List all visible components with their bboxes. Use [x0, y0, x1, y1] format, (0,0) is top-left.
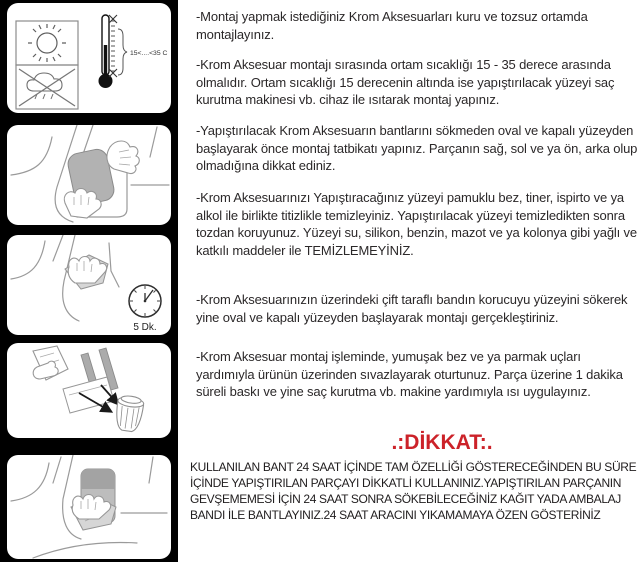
clock-icon: [129, 285, 161, 317]
instruction-paragraph-dry-environment: -Montaj yapmak istediğiniz Krom Aksesuarları kuru ve tozsuz ortamda montajlayınız.: [196, 9, 588, 42]
sun-icon: [28, 24, 66, 62]
illustration-column: [0, 0, 178, 562]
instruction-paragraph-cleaning: -Krom Aksesuarınızı Yapıştıracağınız yüzeyi pamuklu bez, tiner, ispirto ve ya alkol ile birlikte titizlikle temizleyiniz. Yapıştırılacak yüzeyi temizledikten sonra tozdan koruyunuz. Yüzeyi su, silikon, benzin, mazot ve ya kolonya gibi yağlı ve katkılı maddeler ile TEMİZLEMEYİNİZ.: [196, 190, 637, 258]
panel-tape-removal: [7, 343, 171, 438]
temperature-range-label: 15<....<35 C: [130, 50, 168, 57]
tape-removal-illustration: [7, 343, 171, 438]
panel-environment-conditions: [7, 3, 171, 113]
part-backing-plate: [63, 377, 114, 413]
warning-title: .:DİKKAT:.: [391, 431, 493, 454]
hand-icon-top: [107, 141, 139, 173]
instruction-paragraph-dry-fit: -Yapıştırılacak Krom Aksesuarın bantlarını sökmeden oval ve kapalı yüzeyden başlayarak önce montaj tatbikatı yapınız. Parçanın sağ, sol ve ya ön, arka olup olmadığına dikkat ediniz.: [196, 123, 638, 173]
trash-bin-icon: [114, 394, 145, 432]
no-rain-icon: [19, 69, 75, 106]
instruction-paragraph-tape-removal: -Krom Aksesuarınızın üzerindeki çift taraflı bandın korucuyu yüzeyini sökerek yine oval ve kapalı yüzeyden başlayarak montajı gerçekleştiriniz.: [196, 292, 628, 325]
surface-cleaning-illustration: [7, 235, 171, 335]
dry-fit-illustration: [7, 125, 171, 225]
panel-surface-cleaning: [7, 235, 171, 335]
thermometer-icon: [99, 15, 168, 88]
instruction-paragraph-temperature: -Krom Aksesuar montajı sırasında ortam sıcaklığı 15 - 35 derece arasında olmalıdır. Ortam sıcaklığı 15 derecenin altında ise yapıştırılacak yüzeyi saç kurutma makinesi vb. cihaz ile ısıtarak montaj yapınız.: [196, 57, 615, 107]
duration-label: 5 Dk.: [133, 322, 157, 333]
environment-conditions-illustration: [7, 3, 171, 113]
instruction-paragraph-pressing: -Krom Aksesuar montaj işleminde, yumuşak bez ve ya parmak uçları yardımıyla ürünün üzerinden sıvazlayarak oturtunuz. Parça üzerine 1 dakika süreli baskı ve yine saç kurutma vb. makine yardımıyla ısı uygulayınız.: [196, 349, 623, 399]
warning-body: KULLANILAN BANT 24 SAAT İÇİNDE TAM ÖZELLİĞİ GÖSTERECEĞİNDEN BU SÜRE İÇİNDE YAPIŞTIRILAN PARÇAYI DİKKATLİ KULLANINIZ.YAPIŞTIRILAN PARÇANIN GEVŞEMEMESİ İÇİN 24 SAAT SONRA SÖKEBİLECEĞİNİZ KAĞIT YADA AMBALAJ BANDI İLE BANTLAYINIZ.24 SAAT ARACINI YIKAMAMAYA ÖZEN GÖSTERİNİZ: [190, 460, 637, 522]
hand-icon-bottom: [64, 189, 101, 219]
instruction-text-column: [190, 0, 640, 562]
press-mount-illustration: [7, 455, 171, 559]
panel-press-mount: [7, 455, 171, 559]
panel-dry-fit-test: [7, 125, 171, 225]
